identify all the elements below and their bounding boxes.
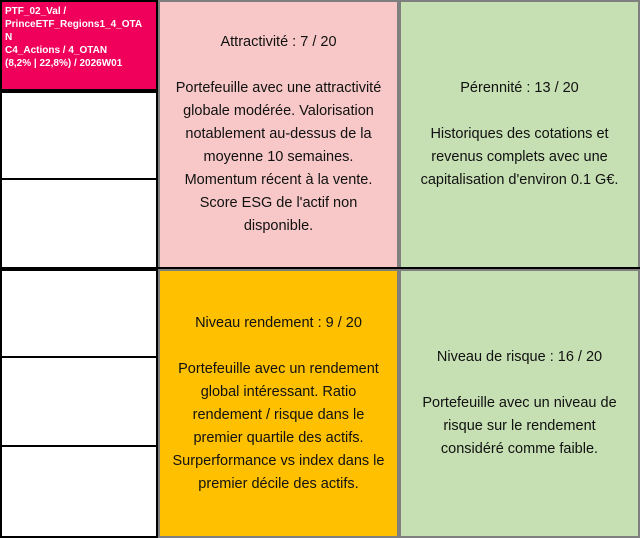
risque-panel [399, 269, 640, 538]
portfolio-title-line: PrinceETF_Regions1_4_OTA [5, 19, 143, 30]
portfolio-title-line: N [5, 32, 13, 43]
empty-cell [0, 178, 158, 269]
portfolio-title-cell [0, 0, 158, 91]
portfolio-title-line: PTF_02_Val / [5, 6, 67, 17]
risque-description: Portefeuille avec un niveau de risque sur le rendement considéré comme faible. [422, 395, 617, 457]
perennite-score: Pérennité : 13 / 20 [460, 80, 579, 96]
attractivite-panel [158, 0, 399, 269]
risque-score: Niveau de risque : 16 / 20 [436, 349, 603, 365]
rendement-panel [158, 269, 399, 538]
attractivite-score: Attractivité : 7 / 20 [220, 34, 337, 50]
portfolio-title-line: C4_Actions / 4_OTAN [5, 45, 108, 56]
attractivite-description: Portefeuille avec une attractivité globale modérée. Valorisation notablement au-dessus de la moyenne 10 semaines. Momentum récent à la vente. Score ESG de l'actif non disponible. [175, 80, 382, 234]
portfolio-title-line: (8,2% | 22,8%) / 2026W01 [5, 58, 123, 69]
empty-cell [0, 91, 158, 180]
perennite-panel [399, 0, 640, 269]
empty-cell [0, 356, 158, 447]
rendement-description: Portefeuille avec un rendement global intéressant. Ratio rendement / risque dans le premier quartile des actifs. Surperformance vs index dans le premier décile des actifs. [172, 360, 385, 492]
rendement-score: Niveau rendement : 9 / 20 [195, 314, 362, 331]
perennite-description: Historiques des cotations et revenus complets avec une capitalisation d'environ 0.1 G€. [420, 126, 619, 188]
empty-cell [0, 269, 158, 358]
empty-cell [0, 445, 158, 538]
row-divider [0, 267, 640, 269]
